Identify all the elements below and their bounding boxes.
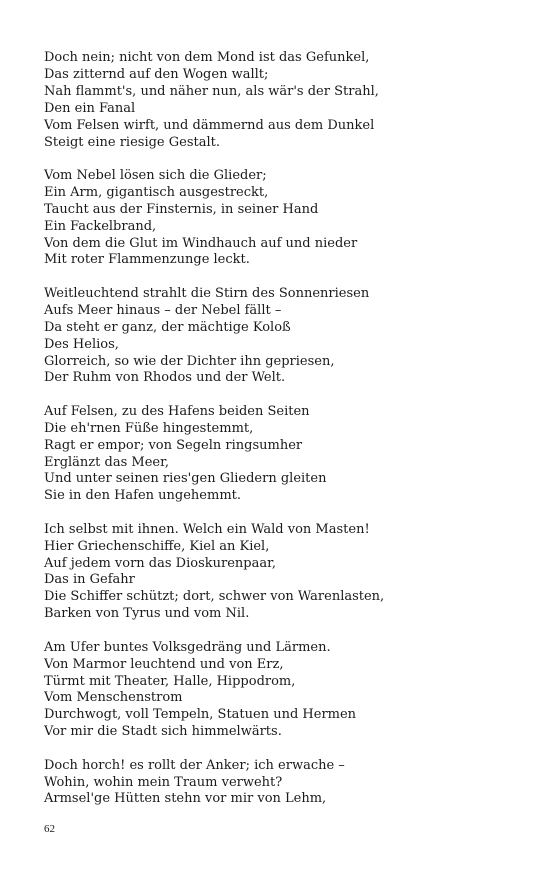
poem-line: Durchwogt, voll Tempeln, Statuen und Hermen: [44, 707, 357, 723]
poem-line: Und unter seinen ries'gen Gliedern gleiten: [44, 471, 327, 487]
poem-line: Hier Griechenschiffe, Kiel an Kiel,: [44, 538, 270, 554]
poem-line: Ein Arm, gigantisch ausgestreckt,: [44, 184, 269, 200]
poem-line: Türmt mit Theater, Halle, Hippodrom,: [44, 673, 296, 689]
stanza: [44, 640, 524, 741]
stanza: [44, 168, 524, 269]
poem-line: Taucht aus der Finsternis, in seiner Hand: [44, 201, 319, 217]
poem-line: Sie in den Hafen ungehemmt.: [44, 488, 242, 504]
poem-line: Vom Nebel lösen sich die Glieder;: [44, 167, 267, 183]
poem-line: Ich selbst mit ihnen. Welch ein Wald von Masten!: [44, 521, 370, 537]
poem-line: Glorreich, so wie der Dichter ihn gepriesen,: [44, 353, 335, 369]
poem-line: Von dem die Glut im Windhauch auf und nieder: [44, 235, 358, 251]
poem-line: Auf Felsen, zu des Hafens beiden Seiten: [44, 403, 310, 419]
poem-line: Das zitternd auf den Wogen wallt;: [44, 66, 269, 82]
stanza: [44, 522, 524, 623]
poem-line: Ein Fackelbrand,: [44, 218, 157, 234]
poem-line: Da steht er ganz, der mächtige Koloß: [44, 319, 291, 335]
poem-line: Nah flammt's, und näher nun, als wär's der Strahl,: [44, 83, 379, 99]
poem-line: Vor mir die Stadt sich himmelwärts.: [44, 724, 282, 740]
poem-line: Armsel'ge Hütten stehn vor mir von Lehm,: [44, 791, 327, 807]
poem-line: Weitleuchtend strahlt die Stirn des Sonnenriesen: [44, 285, 370, 301]
poem-line: Ragt er empor; von Segeln ringsumher: [44, 437, 303, 453]
poem-line: Doch horch! es rollt der Anker; ich erwache –: [44, 757, 345, 773]
poem-line: Den ein Fanal: [44, 100, 136, 116]
poem-line: Erglänzt das Meer,: [44, 454, 170, 470]
poem-line: Der Ruhm von Rhodos und der Welt.: [44, 370, 286, 386]
poem-line: Mit roter Flammenzunge leckt.: [44, 252, 250, 268]
stanza: [44, 404, 524, 505]
page-number: 62: [44, 823, 55, 835]
poem-line: Doch nein; nicht von dem Mond ist das Gefunkel,: [44, 50, 370, 65]
stanza: [44, 758, 524, 809]
poem-line: Vom Felsen wirft, und dämmernd aus dem Dunkel: [44, 117, 375, 133]
poem-line: Des Helios,: [44, 336, 119, 352]
poem-line: Steigt eine riesige Gestalt.: [44, 134, 220, 150]
poem-line: Barken von Tyrus und vom Nil.: [44, 606, 250, 622]
poem-line: Die eh'rnen Füße hingestemmt,: [44, 420, 254, 436]
stanza: [44, 286, 524, 387]
poem-line: Am Ufer buntes Volksgedräng und Lärmen.: [44, 639, 331, 655]
poem-line: Von Marmor leuchtend und von Erz,: [44, 656, 284, 672]
poem: [44, 50, 524, 825]
poem-line: Aufs Meer hinaus – der Nebel fällt –: [44, 302, 282, 318]
poem-line: Wohin, wohin mein Traum verweht?: [44, 774, 283, 790]
poem-line: Auf jedem vorn das Dioskurenpaar,: [44, 555, 277, 571]
stanza: [44, 50, 524, 151]
poem-line: Das in Gefahr: [44, 572, 135, 588]
poem-line: Vom Menschenstrom: [44, 690, 183, 706]
poem-line: Die Schiffer schützt; dort, schwer von Warenlasten,: [44, 589, 385, 605]
